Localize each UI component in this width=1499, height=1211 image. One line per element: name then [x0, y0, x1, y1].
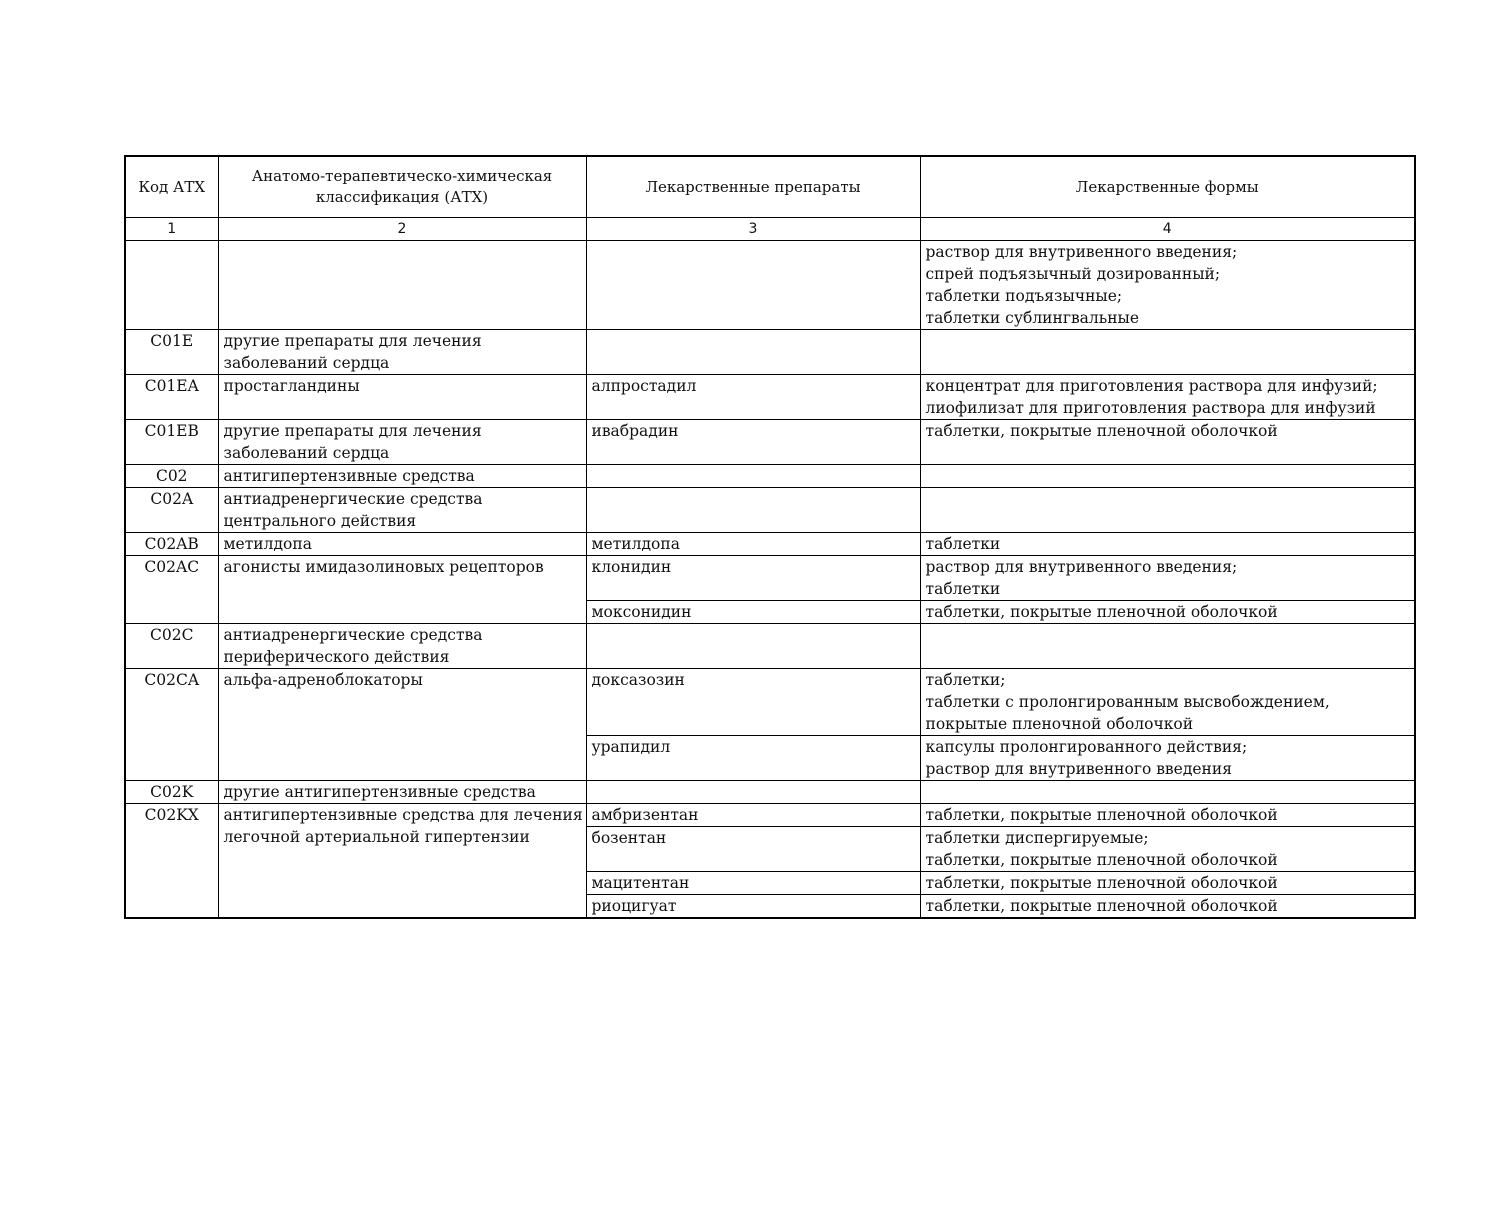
- atx-code-cell: C02AB: [125, 533, 218, 556]
- atx-code-cell: C02CA: [125, 669, 218, 781]
- table-row: [125, 488, 1415, 533]
- classification-cell: антигипертензивные средства: [218, 465, 586, 488]
- atx-code-cell: C02C: [125, 624, 218, 669]
- classification-cell: агонисты имидазолиновых рецепторов: [218, 556, 586, 624]
- atx-code-cell: C02A: [125, 488, 218, 533]
- forms-cell: таблетки диспергируемые; таблетки, покрытые пленочной оболочкой: [920, 827, 1415, 872]
- forms-cell: таблетки; таблетки с пролонгированным высвобождением, покрытые пленочной оболочкой: [920, 669, 1415, 736]
- drug-cell: риоцигуат: [586, 895, 920, 919]
- forms-cell: таблетки, покрытые пленочной оболочкой: [920, 895, 1415, 919]
- classification-cell: простагландины: [218, 375, 586, 420]
- drug-cell: [586, 241, 920, 330]
- forms-cell: [920, 465, 1415, 488]
- table-row: [125, 241, 1415, 330]
- forms-cell: таблетки, покрытые пленочной оболочкой: [920, 804, 1415, 827]
- classification-cell: альфа-адреноблокаторы: [218, 669, 586, 781]
- atx-code-cell: C01E: [125, 330, 218, 375]
- atx-code-cell: C01EA: [125, 375, 218, 420]
- atx-code-cell: [125, 241, 218, 330]
- classification-cell: антигипертензивные средства для лечения легочной артериальной гипертензии: [218, 804, 586, 919]
- header-drugs: Лекарственные препараты: [586, 156, 920, 218]
- drug-cell: амбризентан: [586, 804, 920, 827]
- drug-cell: [586, 330, 920, 375]
- forms-cell: концентрат для приготовления раствора для инфузий; лиофилизат для приготовления раствора для инфузий: [920, 375, 1415, 420]
- table-row: [125, 804, 1415, 827]
- forms-cell: [920, 781, 1415, 804]
- drug-cell: [586, 488, 920, 533]
- column-number: 2: [218, 218, 586, 241]
- forms-cell: таблетки, покрытые пленочной оболочкой: [920, 601, 1415, 624]
- forms-cell: таблетки: [920, 533, 1415, 556]
- drug-cell: клонидин: [586, 556, 920, 601]
- column-number: 3: [586, 218, 920, 241]
- table-row: [125, 420, 1415, 465]
- header-classification: Анатомо-терапевтическо-химическая классификация (АТХ): [218, 156, 586, 218]
- drug-cell: моксонидин: [586, 601, 920, 624]
- table-row: [125, 533, 1415, 556]
- atx-code-cell: C02AC: [125, 556, 218, 624]
- drug-cell: алпростадил: [586, 375, 920, 420]
- classification-cell: метилдопа: [218, 533, 586, 556]
- drug-cell: урапидил: [586, 736, 920, 781]
- forms-cell: раствор для внутривенного введения; таблетки: [920, 556, 1415, 601]
- atx-code-cell: C02KX: [125, 804, 218, 919]
- drug-cell: ивабрадин: [586, 420, 920, 465]
- forms-cell: таблетки, покрытые пленочной оболочкой: [920, 872, 1415, 895]
- header-forms: Лекарственные формы: [920, 156, 1415, 218]
- forms-cell: [920, 488, 1415, 533]
- drug-cell: мацитентан: [586, 872, 920, 895]
- drug-cell: [586, 624, 920, 669]
- atx-code-cell: C01EB: [125, 420, 218, 465]
- forms-cell: раствор для внутривенного введения; спрей подъязычный дозированный; таблетки подъязычные; таблетки сублингвальные: [920, 241, 1415, 330]
- header-row: [125, 156, 1415, 218]
- forms-cell: таблетки, покрытые пленочной оболочкой: [920, 420, 1415, 465]
- drug-cell: [586, 781, 920, 804]
- table-row: [125, 375, 1415, 420]
- classification-cell: другие препараты для лечения заболеваний сердца: [218, 330, 586, 375]
- column-number-row: [125, 218, 1415, 241]
- table-row: [125, 669, 1415, 736]
- classification-cell: антиадренергические средства центрального действия: [218, 488, 586, 533]
- atx-code-cell: C02K: [125, 781, 218, 804]
- column-number: 4: [920, 218, 1415, 241]
- forms-cell: [920, 330, 1415, 375]
- classification-cell: антиадренергические средства периферического действия: [218, 624, 586, 669]
- table-row: [125, 465, 1415, 488]
- drug-cell: доксазозин: [586, 669, 920, 736]
- atx-drug-table: [124, 155, 1416, 919]
- table-row: [125, 330, 1415, 375]
- atx-code-cell: C02: [125, 465, 218, 488]
- drug-cell: метилдопа: [586, 533, 920, 556]
- drug-cell: бозентан: [586, 827, 920, 872]
- drug-cell: [586, 465, 920, 488]
- forms-cell: капсулы пролонгированного действия; раствор для внутривенного введения: [920, 736, 1415, 781]
- header-code: Код АТХ: [125, 156, 218, 218]
- forms-cell: [920, 624, 1415, 669]
- table-row: [125, 624, 1415, 669]
- classification-cell: другие препараты для лечения заболеваний сердца: [218, 420, 586, 465]
- classification-cell: [218, 241, 586, 330]
- table-row: [125, 781, 1415, 804]
- column-number: 1: [125, 218, 218, 241]
- table-row: [125, 556, 1415, 601]
- classification-cell: другие антигипертензивные средства: [218, 781, 586, 804]
